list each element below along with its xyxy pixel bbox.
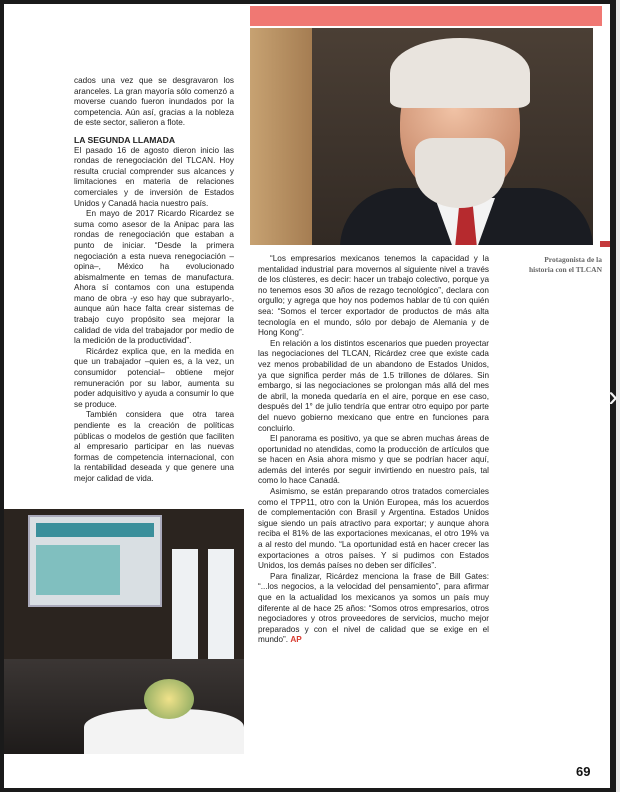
photo-hair bbox=[390, 38, 530, 108]
photo-beard bbox=[415, 138, 505, 208]
projection-screen bbox=[28, 515, 162, 607]
portrait-photo bbox=[250, 28, 593, 245]
header-color-bar bbox=[250, 6, 602, 26]
paragraph: En mayo de 2017 Ricardo Ricardez se suma como asesor de la Anipac para las rondas de renegociación que estaban a punto de iniciar. “Desde la primera negociación a esta nueva renegociación –opina–, México ha evolucionado abismalmente en temas de manufactura. Ahora sí contamos con una estupenda mano de obra -y eso hay que subrayarlo-, aunque aún hace falta crear sistemas de trabajo cuyo propósito sea mejorar la calidad de vida del trabajador por medio de la medición de la productividad”. bbox=[74, 209, 234, 346]
photo-caption: Protagonista de la historia con el TLCAN bbox=[529, 255, 602, 274]
paragraph: El pasado 16 de agosto dieron inicio las rondas de renegociación del TLCAN. Hoy resulta crucial comprender sus alcances y limitaciones en materia de relaciones comerciales y de inversión de Estados Unidos y Canadá hacia nuestro país. bbox=[74, 145, 234, 208]
caption-accent bbox=[600, 241, 610, 247]
paragraph-text: Para finalizar, Ricárdez menciona la frase de Bill Gates: “...los negocios, a la velocidad del pensamiento”, para afirmar que en la actualidad los mexicanos ya somos un país muy diferente al de hace 25 años: “Somos otros empresarios, otros negociadores y otros proveedores de servicios, mucho mejor preparados y con el nivel de calidad que se exige en el mundo”. bbox=[258, 571, 489, 645]
flower-arrangement bbox=[144, 679, 194, 719]
column-right bbox=[258, 254, 489, 646]
paragraph-final bbox=[258, 572, 489, 646]
screen-header bbox=[36, 523, 154, 537]
paragraph: Ricárdez explica que, en la medida en que un trabajador –quien es, a la vez, un consumidor potencial– obtiene mejor remuneración por su labor, aumenta su poder adquisitivo y ayuda a consumir lo que se produce. bbox=[74, 346, 234, 409]
chevron-right-icon: › bbox=[608, 380, 618, 413]
event-photo bbox=[4, 509, 244, 754]
column-left bbox=[74, 76, 234, 485]
screen-content bbox=[36, 545, 120, 595]
paragraph: Asimismo, se están preparando otros tratados comerciales como el TPP11, otro con la Unión Europea, más los acuerdos de complementación con Brasil y Argentina. Estados Unidos sigue siendo un país atractivo para exportar; y aunque ahora reciba el 81% de las exportaciones mexicanas, el otro 19% va a al resto del mundo. “La oportunidad está en hacer crecer las exportaciones a otros países. Y si pudimos con Estados Unidos, los demás países no deben ser difíciles”. bbox=[258, 487, 489, 571]
magazine-page bbox=[4, 4, 610, 788]
paragraph: En relación a los distintos escenarios que pueden proyectar las negociaciones del TLCAN, Ricárdez cree que existe cada vez menos probabilidad de un abandono de Estados Unidos, ya que significa perder más de 1.5 trillones de dólares. Sin embargo, si las negociaciones se prolongan más allá del mes de abril, la moneda quedaría en el aire, porque en ese caso, después del 1° de julio tendría que entrar otro equipo por parte del nuevo gobierno mexicano que entre en funciones para concluirlo. bbox=[258, 338, 489, 433]
signoff-mark: AP bbox=[290, 635, 302, 645]
paragraph: “Los empresarios mexicanos tenemos la capacidad y la mentalidad industrial para movernos al siguiente nivel a través de los clústeres, es decir: hacer un trabajo colectivo, porque ya no tenemos esos 30 años de rezago tecnológico”, declara con orgullo; y agrega que hoy nos podemos hablar de tú con quién sea: “Somos el tercer exportador de productos de más alta tecnología en el mundo, sólo por debajo de Alemania y de Hong Kong”. bbox=[258, 254, 489, 338]
photo-wall-panel bbox=[250, 28, 312, 245]
section-heading: LA SEGUNDA LLAMADA bbox=[74, 134, 176, 145]
paragraph: También considera que otra tarea pendiente es la creación de políticas públicas o modelos de gestión que faciliten al empresario participar en las nuevas formas de competencia internacional, con la rentabilidad deseada y que genere una mejor calidad de vida. bbox=[74, 410, 234, 483]
page-number: 69 bbox=[576, 764, 591, 779]
lead-paragraph: cados una vez que se desgravaron los aranceles. La gran mayoría sólo comenzó a moverse cuando fueron inundados por la competencia. Aún así, gracias a la nobleza de este sector, salieron a flote. bbox=[74, 76, 234, 128]
paragraph: El panorama es positivo, ya que se abren muchas áreas de oportunidad no atendidas, como la producción de artículos que se hacen en Asia ahora mismo y que se podrían hacer aquí, además del interés por seguir invirtiendo en nuestro país, tal como lo hace Canadá. bbox=[258, 434, 489, 486]
